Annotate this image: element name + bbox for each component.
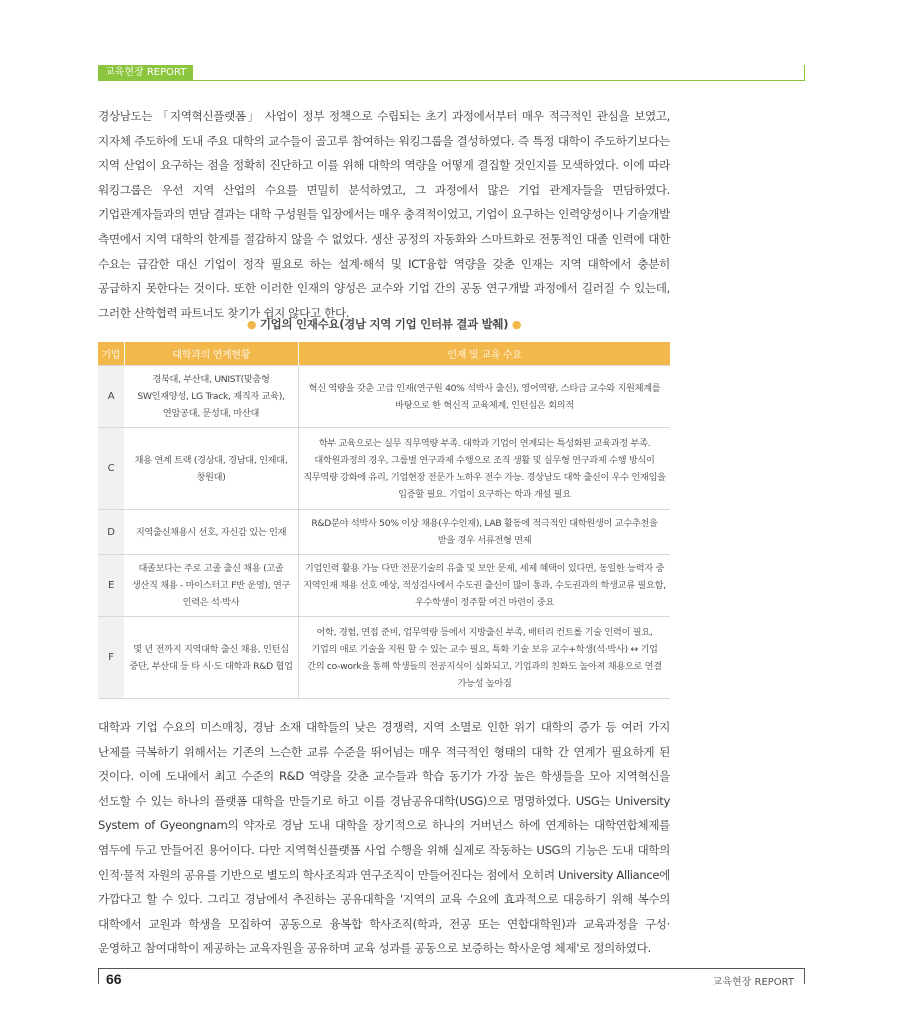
table-header-row — [98, 342, 670, 366]
bullet-icon: ● — [511, 318, 522, 331]
header-rule — [98, 80, 805, 81]
link-status: 몇 년 전까지 지역대학 출신 채용, 인턴십 중단, 부산대 등 타 시·도 대학과 R&D 협업 — [124, 617, 299, 699]
demand-text: 학부 교육으로는 실무 직무역량 부족. 대학과 기업이 연계되는 특성화된 교육과정 부족. 대학원과정의 경우, 그룹별 연구과제 수행으로 조직 생활 및 실무형 연구과제 수행 방식이 직무역량 강화에 유리, 기업현장 전문가 노하우 전수 가능. 경상남도 대학 출신이 우수 인재임을 입증할 필요. 기업이 요구하는 학과 개설 필요 — [299, 428, 671, 510]
footer-tick — [804, 968, 805, 984]
table-title-text: 기업의 인재수요(경남 지역 기업 인터뷰 결과 발췌) — [259, 317, 509, 331]
col-header-company: 기업 — [98, 342, 124, 366]
col-header-link: 대학과의 연계현황 — [124, 342, 299, 366]
company-demand-table — [98, 342, 670, 699]
table-row — [98, 617, 670, 699]
link-status: 지역출신채용시 선호, 자신감 있는 인재 — [124, 510, 299, 555]
table-row — [98, 428, 670, 510]
link-status: 채용 연계 트랙 (경상대, 경남대, 인제대, 창원대) — [124, 428, 299, 510]
company-id: D — [98, 510, 124, 555]
footer-section-label: 교육현장 REPORT — [712, 977, 794, 988]
header-tick — [804, 65, 805, 81]
table-row — [98, 555, 670, 617]
link-status: 대졸보다는 주로 고졸 출신 채용 (고졸 생산직 채용 - 마이스터고 F반 운영), 연구 인력은 석·박사 — [124, 555, 299, 617]
company-id: F — [98, 617, 124, 699]
table-row — [98, 510, 670, 555]
footer-tick — [98, 968, 99, 984]
demand-text: 기업인력 활용 가능 다만 전문기술의 유출 및 보안 문제, 세제 혜택이 있다면, 동일한 능력자 중 지역인재 채용 선호 예상, 적성검사에서 수도권 출신이 많이 통과, 수도권과의 학생교류 필요함, 우수학생이 정주할 여건 마련이 중요 — [299, 555, 671, 617]
company-id: C — [98, 428, 124, 510]
demand-text: R&D분야 석박사 50% 이상 채용(우수인재), LAB 활동에 적극적인 대학원생이 교수추천을 받을 경우 서류전형 면제 — [299, 510, 671, 555]
bullet-icon: ● — [246, 318, 257, 331]
company-id: E — [98, 555, 124, 617]
demand-text: 혁신 역량을 갖춘 고급 인재(연구원 40% 석박사 출신), 영어역량, 스타급 교수와 지원체계를 바탕으로 한 혁신적 교육체계, 인턴십은 회의적 — [299, 366, 671, 428]
body-paragraph-2: 대학과 기업 수요의 미스매칭, 경남 소재 대학들의 낮은 경쟁력, 지역 소멸로 인한 위기 대학의 증가 등 여러 가지 난제를 극복하기 위해서는 기존의 느슨한 교류 수준을 뛰어넘는 매우 적극적인 형태의 대학 간 연계가 필요하게 된 것이다. 이에 도내에서 최고 수준의 R&D 역량을 갖춘 교수들과 학습 동기가 가장 높은 학생들을 모아 지역혁신을 선도할 수 있는 하나의 플랫폼 대학을 만들기로 하고 이를 경남공유대학(USG)으로 명명하였다. USG는 University System of Gyeongnam의 약자로 경남 도내 대학을 장기적으로 하나의 거버넌스 하에 연계하는 대학연합체제를 염두에 두고 만들어진 용어이다. 다만 지역혁신플랫폼 사업 수행을 위해 실제로 작동하는 USG의 기능은 도내 대학의 인적·물적 자원의 공유를 기반으로 별도의 학사조직과 연구조직이 만들어진다는 점에서 오히려 University Alliance에 가깝다고 할 수 있다. 그리고 경남에서 추진하는 공유대학을 '지역의 교육 수요에 효과적으로 대응하기 위해 복수의 대학에서 교원과 학생을 모집하여 공동으로 융복합 학사조직(학과, 전공 또는 연합대학원)과 교육과정을 구성·운영하고 참여대학이 제공하는 교육자원을 공유하며 교육 성과를 공동으로 보증하는 학사운영 체제'로 정의하였다. — [98, 720, 670, 956]
body-paragraph-1: 경상남도는 「지역혁신플랫폼」 사업이 정부 정책으로 수립되는 초기 과정에서부터 매우 적극적인 관심을 보였고, 지자체 주도하에 도내 주요 대학의 교수들이 골고루 참여하는 워킹그룹을 결성하였다. 즉 특정 대학이 주도하기보다는 지역 산업이 요구하는 점을 정확히 진단하고 이를 위해 대학의 역량을 어떻게 결집할 것인지를 모색하였다. 이에 따라 워킹그룹은 우선 지역 산업의 수요를 면밀히 분석하였고, 그 과정에서 많은 기업 관계자들을 면담하였다. 기업관계자들과의 면담 결과는 대학 구성원들 입장에서는 매우 충격적이었고, 기업이 요구하는 인력양성이나 기술개발 측면에서 지역 대학의 한계를 절감하지 않을 수 없었다. 생산 공정의 자동화와 스마트화로 전통적인 대졸 인력에 대한 수요는 급감한 대신 기업이 정작 필요로 하는 설계·해석 및 ICT융합 역량을 갖춘 인재는 지역 대학에서 충분히 공급하지 못한다는 것이다. 또한 이러한 인재의 양성은 교수와 기업 간의 공동 연구개발 과정에서 길러질 수 있는데, 그러한 산학협력 파트너도 찾기가 쉽지 않다고 한다. — [98, 109, 670, 320]
table-title — [98, 316, 670, 332]
page-number: 66 — [106, 971, 122, 987]
section-tag: 교육현장 REPORT — [98, 65, 193, 81]
table-row — [98, 366, 670, 428]
company-id: A — [98, 366, 124, 428]
col-header-demand: 인재 및 교육 수요 — [299, 342, 671, 366]
footer-rule — [98, 968, 805, 969]
link-status: 경북대, 부산대, UNIST(맞춤형 SW인재양성, LG Track, 재직자 교육), 연암공대, 문성대, 마산대 — [124, 366, 299, 428]
demand-text: 어학, 경험, 면접 준비, 업무역량 등에서 지방출신 부족, 배터리 컨트롤 기술 인력이 필요, 기업의 애로 기술을 지원 할 수 있는 교수 필요, 특화 기술 보유 교수+학생(석·박사) ↔ 기업 간의 co-work을 통해 학생들의 전공지식이 심화되고, 기업과의 친화도 높아져 채용으로 연결 가능성 높아짐 — [299, 617, 671, 699]
